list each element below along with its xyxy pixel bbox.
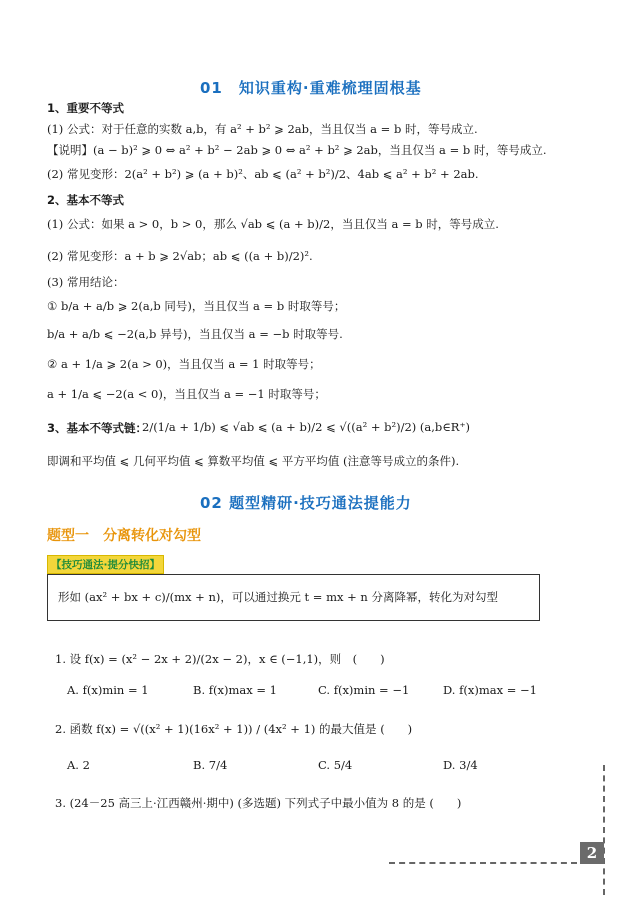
text-line: (1) 公式：对于任意的实数 a,b，有 a² + b² ⩾ 2ab，当且仅当 a = b 时，等号成立. bbox=[47, 122, 478, 136]
page-number: 2 bbox=[580, 842, 604, 864]
q2-option-c: C. 5/4 bbox=[318, 758, 353, 772]
tip-box bbox=[47, 574, 540, 621]
inequality-chain-formula: 2/(1/a + 1/b) ⩽ √ab ⩽ (a + b)/2 ⩽ √((a² + b²)/2) (a,b∈R⁺) bbox=[142, 420, 471, 434]
text-line: a + 1/a ⩽ −2(a < 0)，当且仅当 a = −1 时取等号； bbox=[47, 387, 326, 401]
heading-inequality-chain: 3、基本不等式链： bbox=[47, 421, 148, 435]
q1-option-a: A. f(x)min = 1 bbox=[67, 683, 149, 697]
section2-title: 02 题型精研·技巧通法提能力 bbox=[200, 494, 412, 512]
question-1-stem: 1. 设 f(x) = (x² − 2x + 2)/(2x − 2)，x ∈ (−1,1)，则 ( ) bbox=[55, 652, 385, 666]
q1-option-b: B. f(x)max = 1 bbox=[193, 683, 277, 697]
text-line: ② a + 1/a ⩾ 2(a > 0)，当且仅当 a = 1 时取等号； bbox=[47, 357, 321, 371]
question-2-stem: 2. 函数 f(x) = √((x² + 1)(16x² + 1)) / (4x² + 1) 的最大值是 ( ) bbox=[55, 722, 413, 736]
text-line: (2) 常见变形：a + b ⩾ 2√ab；ab ⩽ ((a + b)/2)². bbox=[47, 249, 313, 263]
type1-title: 题型一 分离转化对勾型 bbox=[47, 528, 201, 544]
section1-title: 01 知识重构·重难梳理固根基 bbox=[200, 79, 422, 97]
q2-option-b: B. 7/4 bbox=[193, 758, 228, 772]
heading-important-inequality: 1、重要不等式 bbox=[47, 101, 125, 115]
side-dashed-line bbox=[603, 765, 605, 895]
text-line: (1) 公式：如果 a > 0，b > 0，那么 √ab ⩽ (a + b)/2，当且仅当 a = b 时，等号成立. bbox=[47, 217, 499, 231]
text-line: (3) 常用结论： bbox=[47, 275, 125, 289]
text-line: 【说明】(a − b)² ⩾ 0 ⇔ a² + b² − 2ab ⩾ 0 ⇔ a² + b² ⩾ 2ab，当且仅当 a = b 时，等号成立. bbox=[47, 143, 547, 157]
tips-tag: 【技巧通法·提分快招】 bbox=[47, 555, 164, 574]
text-line: (2) 常见变形：2(a² + b²) ⩾ (a + b)²、ab ⩽ (a² + b²)/2、4ab ⩽ a² + b² + 2ab. bbox=[47, 167, 479, 181]
question-3-stem: 3. (24－25 高三上·江西赣州·期中) (多选题) 下列式子中最小值为 8 的是 ( ) bbox=[55, 796, 462, 810]
q2-option-a: A. 2 bbox=[67, 758, 90, 772]
q2-option-d: D. 3/4 bbox=[443, 758, 478, 772]
text-line: ① b/a + a/b ⩾ 2(a,b 同号)，当且仅当 a = b 时取等号； bbox=[47, 299, 346, 313]
tip-text: 形如 (ax² + bx + c)/(mx + n)，可以通过换元 t = mx + n 分离降幂，转化为对勾型 bbox=[58, 590, 498, 604]
text-line: 即调和平均值 ⩽ 几何平均值 ⩽ 算数平均值 ⩽ 平方平均值 (注意等号成立的条件). bbox=[47, 454, 460, 468]
heading-basic-inequality: 2、基本不等式 bbox=[47, 193, 125, 207]
footer-dashed-line bbox=[389, 862, 577, 864]
q1-option-c: C. f(x)min = −1 bbox=[318, 683, 410, 697]
text-line: b/a + a/b ⩽ −2(a,b 异号)，当且仅当 a = −b 时取等号. bbox=[47, 327, 343, 341]
q1-option-d: D. f(x)max = −1 bbox=[443, 683, 537, 697]
